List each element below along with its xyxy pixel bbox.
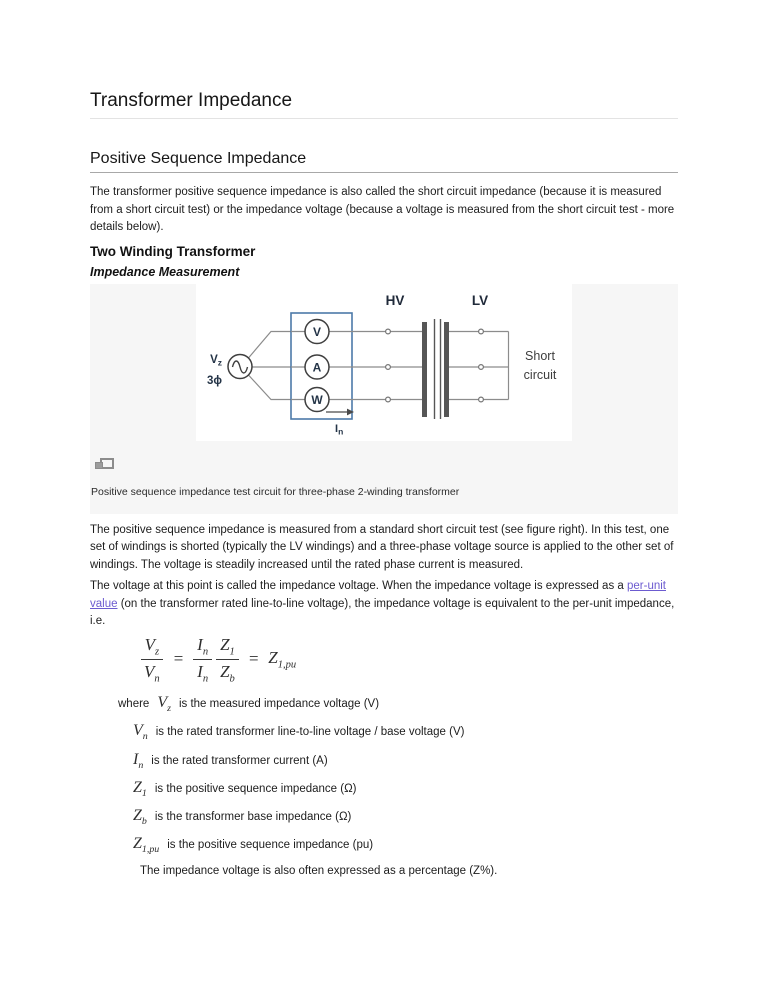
short-circuit-label — [524, 349, 557, 382]
definition-text: is the rated transformer line-to-line voltage / base voltage (V) — [155, 726, 465, 739]
where-label: where — [118, 698, 150, 711]
closing-note: The impedance voltage is also often expressed as a percentage (Z%). — [140, 865, 498, 878]
math-variable: $Z_1$ — [133, 778, 147, 800]
transformer-core — [422, 319, 449, 419]
circuit-diagram — [196, 284, 572, 441]
lv-terminals — [479, 329, 484, 402]
section-heading: Positive Sequence Impedance — [90, 149, 678, 173]
definition-text: is the positive sequence impedance (pu) — [167, 839, 374, 852]
source-fan-wires — [248, 331, 291, 399]
subsection-heading: Two Winding Transformer — [90, 243, 256, 259]
definition-text: is the measured impedance voltage (V) — [178, 698, 380, 711]
source-phase-label: 3ϕ — [206, 374, 222, 387]
measurement-paragraph: The positive sequence impedance is measured from a standard short circuit test (see figure right). In this test, one set of windings is shorted (typically the LV windings) and a three-phase voltage source is applied to the other set of windings. The voltage is steadily increased until the rated phase current is measured. — [90, 523, 674, 571]
math-variable: $Z_{1,pu}$ — [133, 835, 160, 856]
definition-text: is the transformer base impedance (Ω) — [154, 811, 352, 824]
definition-row — [133, 722, 678, 742]
wattmeter-label: W — [311, 392, 323, 407]
page-title: Transformer Impedance — [90, 90, 678, 119]
ac-source-icon — [228, 354, 252, 378]
circuit-diagram-svg — [196, 284, 572, 441]
voltage-paragraph-post: (on the transformer rated line-to-line voltage), the impedance voltage is equivalent to the per-unit impedance, i.e. — [90, 597, 675, 627]
svg-text:circuit: circuit — [523, 367, 557, 382]
definition-text: is the rated transformer current (A) — [151, 754, 328, 767]
definition-row — [133, 779, 678, 799]
enlarge-image-icon[interactable] — [95, 458, 112, 471]
source-voltage-label: $V_z$ — [210, 353, 222, 367]
definition-row — [118, 694, 678, 714]
math-variable: $I_n$ — [133, 750, 144, 771]
fraction-vz-vn: $\frac{V_z}{V_n}$ — [140, 635, 164, 685]
fraction-pair — [193, 635, 239, 685]
definition-row — [133, 807, 678, 827]
result-z1pu: $Z_{1,pu}$ — [268, 648, 297, 671]
equals-sign: = — [247, 649, 260, 669]
fraction-in-in: $\frac{I_n}{I_n}$ — [193, 635, 212, 685]
svg-text:In: $I_n$ — [335, 422, 344, 436]
document-content — [90, 0, 678, 880]
subsubsection-heading: Impedance Measurement — [90, 264, 240, 279]
lv-label: LV — [471, 292, 489, 308]
definition-row — [133, 751, 678, 771]
math-variable: $V_n$ — [133, 722, 148, 743]
ammeter-label: A — [312, 360, 322, 374]
fraction-z1-zb: $\frac{Z_1}{Z_b}$ — [216, 635, 239, 685]
voltmeter-label: V — [312, 324, 322, 339]
figure-caption: Positive sequence impedance test circuit for three-phase 2-winding transformer — [91, 485, 460, 498]
svg-text:Short: Short — [525, 348, 555, 363]
voltage-paragraph-pre: The voltage at this point is called the impedance voltage. When the impedance voltage is expressed as a — [90, 580, 627, 592]
per-unit-value-link[interactable]: per-unit value — [90, 580, 666, 610]
meters — [305, 319, 329, 411]
intro-paragraph: The transformer positive sequence impedance is also called the short circuit impedance (because it is measured from a short circuit test) or the impedance voltage (because a voltage is measured from the short circuit test - more details below). — [90, 186, 675, 233]
voltage-paragraph — [90, 578, 678, 631]
equals-sign: = — [172, 649, 185, 669]
figure-panel — [90, 284, 678, 514]
math-variable: $Z_b$ — [133, 807, 147, 828]
hv-terminals — [386, 329, 391, 402]
figure-toolbar — [90, 441, 678, 471]
definition-row — [133, 835, 678, 855]
hv-label: HV — [385, 292, 405, 308]
math-variable: $V_z$ — [157, 694, 171, 715]
definition-text: is the positive sequence impedance (Ω) — [154, 782, 357, 795]
impedance-formula — [140, 635, 678, 685]
